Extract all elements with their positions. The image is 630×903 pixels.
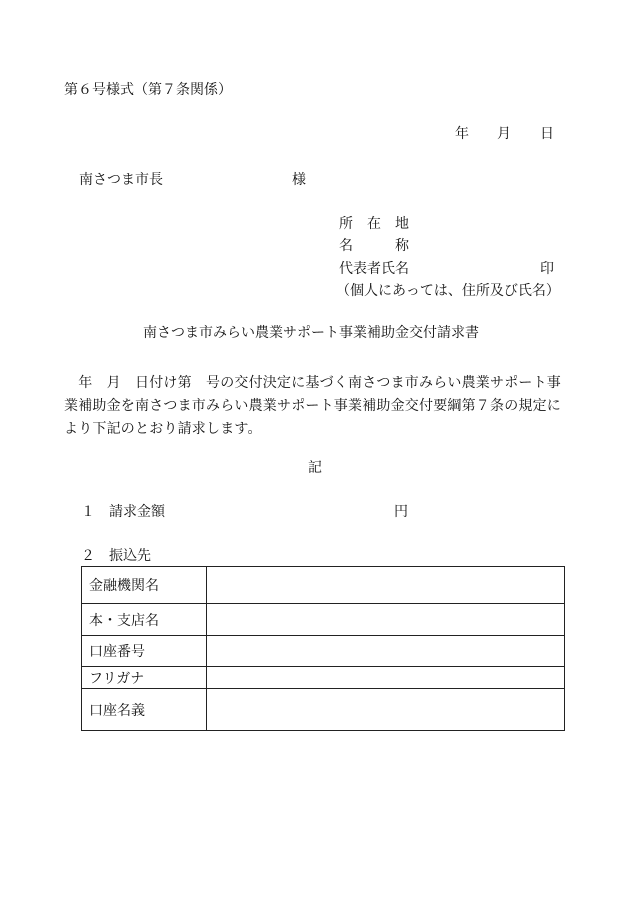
table-row xyxy=(82,636,565,667)
individual-note: （個人にあっては、住所及び氏名） xyxy=(336,283,560,299)
date-day: 日 xyxy=(540,126,554,142)
account-number-field[interactable] xyxy=(207,636,565,667)
addressee-name: 南さつま市長 xyxy=(79,172,163,188)
table-row xyxy=(82,667,565,689)
name-label: 名 称 xyxy=(339,238,409,254)
ki-heading: 記 xyxy=(308,460,322,476)
branch-name-field[interactable] xyxy=(207,604,565,636)
representative-label: 代表者氏名 xyxy=(339,261,409,277)
table-row xyxy=(82,604,565,636)
date-year: 年 xyxy=(455,126,469,142)
yen-unit: 円 xyxy=(394,504,408,520)
form-number: 第６号様式（第７条関係） xyxy=(64,82,232,98)
body-line: 年 月 日付け第 号の交付決定に基づく南さつま市みらい農業サポート事 xyxy=(64,375,561,391)
account-holder-field[interactable] xyxy=(207,689,565,731)
addressee-honorific: 様 xyxy=(292,172,306,188)
furigana-label: フリガナ xyxy=(82,667,207,689)
bank-account-table xyxy=(81,566,565,731)
account-holder-label: 口座名義 xyxy=(82,689,207,731)
furigana-field[interactable] xyxy=(207,667,565,689)
bank-name-label: 金融機関名 xyxy=(82,567,207,604)
bank-name-field[interactable] xyxy=(207,567,565,604)
request-amount-label: １ 請求金額 xyxy=(81,504,165,520)
body-line: より下記のとおり請求します。 xyxy=(64,421,262,437)
request-body xyxy=(64,372,576,441)
document-title: 南さつま市みらい農業サポート事業補助金交付請求書 xyxy=(143,325,479,341)
body-line: 業補助金を南さつま市みらい農業サポート事業補助金交付要綱第７条の規定に xyxy=(64,398,561,414)
table-row xyxy=(82,689,565,731)
address-label: 所 在 地 xyxy=(339,216,409,232)
seal-mark: 印 xyxy=(540,261,554,277)
date-month: 月 xyxy=(497,126,511,142)
transfer-destination-label: ２ 振込先 xyxy=(81,548,151,564)
account-number-label: 口座番号 xyxy=(82,636,207,667)
branch-name-label: 本・支店名 xyxy=(82,604,207,636)
table-row xyxy=(82,567,565,604)
